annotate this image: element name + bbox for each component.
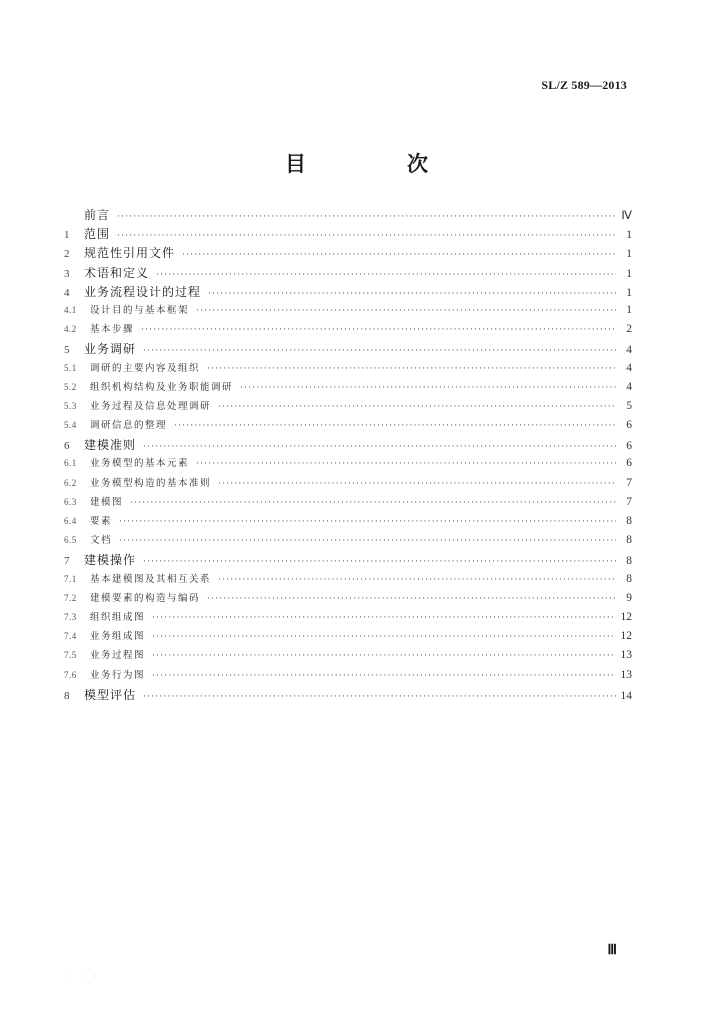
toc-entry-label: 业务行为图 [90, 669, 146, 681]
dot-leader [218, 402, 616, 412]
toc-entry[interactable] [64, 513, 632, 532]
dot-leader [119, 536, 616, 546]
toc-entry-number: 6.5 [64, 535, 77, 546]
dot-leader [143, 692, 616, 702]
dot-leader [196, 459, 616, 469]
toc-entry[interactable] [64, 686, 632, 705]
toc-entry-page: 14 [620, 689, 632, 702]
toc-entry-page: 2 [626, 323, 632, 336]
toc-entry-number: 3 [64, 267, 70, 280]
page-number: Ⅲ [607, 943, 617, 958]
toc-entry-page: 7 [626, 495, 632, 508]
toc-entry[interactable] [64, 667, 632, 686]
toc-entry-number: 7.2 [64, 592, 77, 603]
toc-entry-label: 业务过程及信息处理调研 [90, 400, 212, 412]
toc-entry[interactable] [64, 302, 632, 321]
toc-entry[interactable] [64, 647, 632, 666]
toc-entry-label: 建模图 [90, 496, 124, 508]
toc-entry-number: 5.2 [64, 381, 77, 392]
toc-entry-label: 设计目的与基本框架 [90, 304, 190, 316]
toc-entry[interactable] [64, 590, 632, 609]
dot-leader [143, 557, 616, 567]
dot-leader [196, 306, 616, 316]
toc-entry-number: 5.3 [64, 400, 77, 411]
toc-entry-page: 6 [626, 419, 632, 432]
toc-entry-label: 组织机构结构及业务职能调研 [90, 381, 234, 393]
toc-entry-number: 6 [64, 440, 70, 453]
dot-leader [152, 651, 616, 661]
toc-entry-page: 8 [626, 555, 632, 568]
dot-leader [218, 575, 616, 585]
toc-entry-number: 5 [64, 344, 70, 357]
toc-entry[interactable] [64, 283, 632, 302]
toc-entry-number: 7.3 [64, 611, 77, 622]
toc-entry-page: 1 [626, 286, 632, 299]
toc-entry[interactable] [64, 321, 632, 340]
dot-leader [143, 346, 616, 356]
toc-entry-page: 5 [626, 399, 632, 412]
toc-entry-page: 6 [626, 457, 632, 470]
toc-entry[interactable] [64, 436, 632, 455]
toc-entry-label: 组织组成图 [90, 611, 146, 623]
toc-entry-page: 4 [626, 344, 632, 357]
toc-entry-number: 4.2 [64, 324, 77, 335]
toc-entry[interactable] [64, 417, 632, 436]
toc-entry-number: 4.1 [64, 304, 77, 315]
toc-entry-label: 业务调研 [84, 342, 137, 357]
toc-entry-label: 业务流程设计的过程 [84, 284, 202, 299]
toc-entry[interactable] [64, 609, 632, 628]
toc-entry-number: 7.5 [64, 650, 77, 661]
document-code: SL/Z 589—2013 [541, 78, 627, 92]
toc-entry[interactable] [64, 475, 632, 494]
toc-entry-number: 6.3 [64, 496, 77, 507]
toc-entry-page: 1 [626, 229, 632, 242]
dot-leader [130, 498, 616, 508]
toc-entry-number: 5.4 [64, 420, 77, 431]
toc-entry-number: 8 [64, 689, 70, 702]
toc-entry-number: 1 [64, 229, 70, 242]
toc-entry-label: 调研的主要内容及组织 [90, 362, 201, 374]
toc-entry-label: 业务模型的基本元素 [90, 458, 190, 470]
toc-entry-label: 范围 [84, 227, 111, 242]
dot-leader [152, 632, 616, 642]
toc-entry-page: 13 [620, 668, 632, 681]
toc-entry-number: 7.4 [64, 631, 77, 642]
toc-entry-number: 7 [64, 555, 70, 568]
toc-entry-number: 2 [64, 248, 70, 261]
toc-entry[interactable] [64, 398, 632, 417]
toc-entry-number: 6.2 [64, 477, 77, 488]
toc-entry-page: Ⅳ [621, 210, 632, 222]
dot-leader [218, 479, 616, 489]
toc-entry-page: 4 [626, 361, 632, 374]
toc-entry-label: 业务组成图 [90, 631, 146, 643]
toc-entry-label: 前言 [84, 208, 111, 222]
dot-leader [208, 289, 616, 299]
toc-entry-label: 业务模型构造的基本准则 [90, 477, 212, 489]
toc-entry[interactable] [64, 532, 632, 551]
toc-entry-number: 6.4 [64, 516, 77, 526]
toc-entry-page: 8 [626, 572, 632, 585]
dot-leader [156, 270, 616, 280]
dot-leader [152, 613, 616, 623]
toc-entry-label: 要素 [90, 516, 113, 527]
toc-entry-label: 建模要素的构造与编码 [90, 592, 201, 604]
toc-entry[interactable] [64, 206, 632, 225]
toc-entry-label: 规范性引用文件 [84, 246, 176, 261]
scan-speck: · · · [68, 972, 101, 981]
toc-entry[interactable] [64, 225, 632, 244]
toc-entry-page: 8 [626, 515, 632, 527]
table-of-contents [64, 206, 632, 705]
toc-entry[interactable] [64, 551, 632, 570]
dot-leader [117, 231, 616, 241]
toc-entry[interactable] [64, 340, 632, 359]
toc-entry-page: 8 [626, 534, 632, 547]
dot-leader [207, 594, 616, 604]
dot-leader [182, 250, 616, 260]
dot-leader [240, 383, 616, 393]
toc-entry-page: 1 [626, 267, 632, 280]
toc-entry[interactable] [64, 264, 632, 283]
dot-leader [207, 364, 616, 374]
toc-entry-label: 建模准则 [84, 438, 137, 453]
toc-entry-number: 5.1 [64, 362, 77, 373]
toc-entry[interactable] [64, 571, 632, 590]
toc-entry-number: 7.1 [64, 573, 77, 584]
toc-entry[interactable] [64, 360, 632, 379]
toc-entry-label: 术语和定义 [84, 265, 150, 280]
toc-entry-page: 6 [626, 440, 632, 453]
toc-entry-number: 4 [64, 286, 70, 299]
toc-entry-page: 13 [620, 649, 632, 662]
toc-entry-label: 文档 [90, 535, 113, 547]
page-title: 目 次 [285, 151, 468, 176]
toc-entry-label: 调研信息的整理 [90, 420, 168, 432]
toc-entry-page: 1 [626, 248, 632, 261]
dot-leader [143, 442, 616, 452]
toc-entry-label: 业务过程图 [90, 650, 146, 662]
dot-leader [152, 671, 616, 681]
toc-entry-page: 4 [626, 380, 632, 393]
dot-leader [141, 325, 616, 335]
toc-entry-label: 建模操作 [84, 553, 137, 568]
toc-entry-page: 9 [626, 591, 632, 604]
toc-entry[interactable] [64, 628, 632, 647]
toc-entry-label: 基本建模图及其相互关系 [90, 573, 212, 585]
dot-leader [174, 421, 616, 431]
toc-entry-number: 7.6 [64, 669, 77, 680]
dot-leader [119, 517, 616, 527]
toc-entry-number: 6.1 [64, 458, 77, 469]
toc-entry[interactable] [64, 244, 632, 263]
toc-entry-label: 模型评估 [84, 687, 137, 702]
toc-entry[interactable] [64, 455, 632, 474]
toc-entry[interactable] [64, 494, 632, 513]
toc-entry-page: 12 [620, 630, 632, 643]
toc-entry-page: 12 [620, 610, 632, 623]
toc-entry[interactable] [64, 379, 632, 398]
toc-entry-label: 基本步骤 [90, 324, 135, 336]
toc-entry-page: 7 [626, 476, 632, 489]
dot-leader [117, 212, 616, 222]
toc-entry-page: 1 [626, 303, 632, 316]
